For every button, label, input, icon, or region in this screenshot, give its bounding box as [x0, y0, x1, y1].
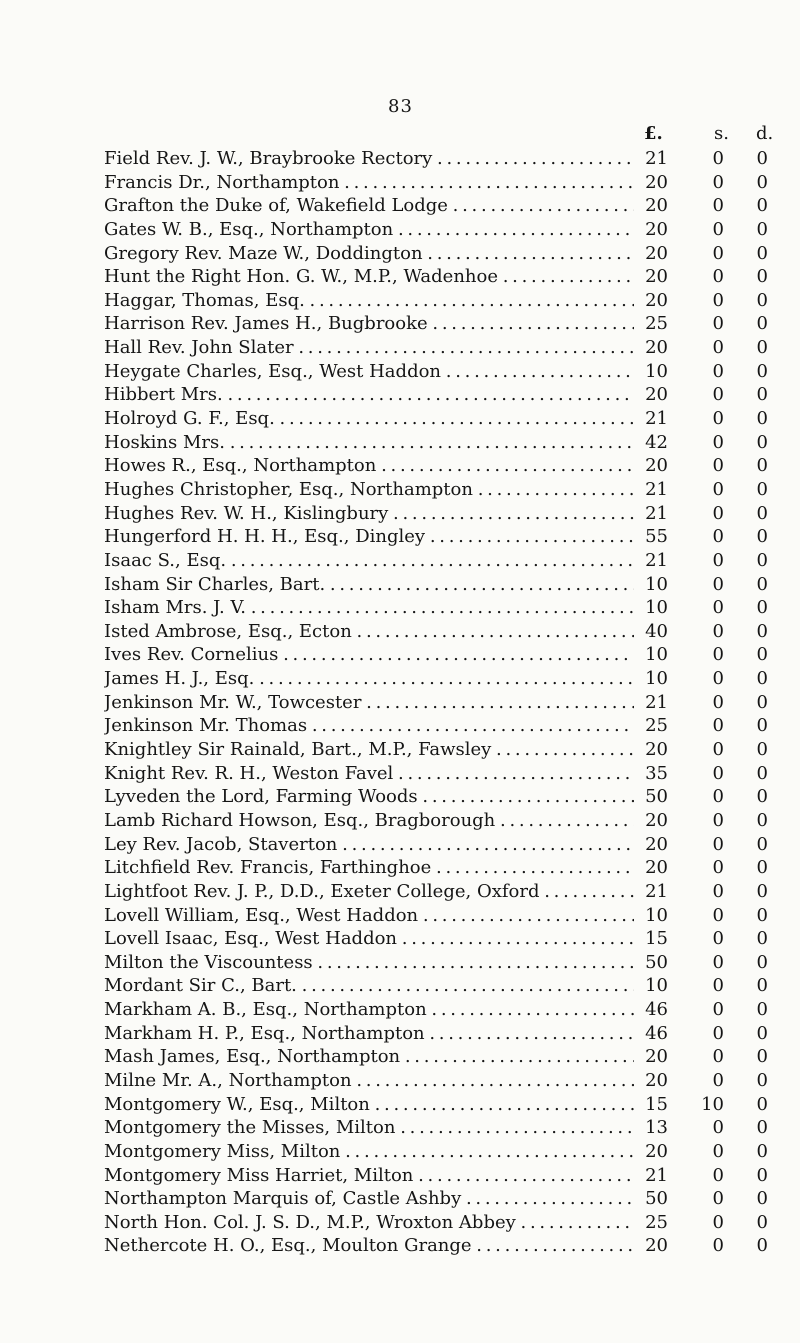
subscriber-name: Howes R., Esq., Northampton . . .: [104, 454, 634, 478]
amount-pounds: 25: [645, 313, 668, 335]
pounds-column-header: £.: [644, 123, 663, 144]
amount-pence: 0: [756, 360, 768, 382]
amount-shillings: 0: [712, 739, 724, 761]
amount-shillings: 0: [712, 1069, 724, 1091]
amount-pence: 0: [756, 171, 768, 193]
amount-pounds: 21: [645, 502, 668, 524]
amount-shillings: 0: [712, 715, 724, 737]
amount-shillings: 0: [712, 1164, 724, 1186]
subscriber-name: Hibbert Mrs. . . .: [104, 383, 634, 407]
list-item: [104, 431, 784, 455]
list-item: [104, 147, 784, 171]
subscriber-name: Hungerford H. H. H., Esq., Dingley . . .: [104, 525, 634, 549]
amount-pounds: 35: [645, 762, 668, 784]
amount-pence: 0: [756, 786, 768, 808]
amount-pence: 0: [756, 313, 768, 335]
amount-shillings: 0: [712, 857, 724, 879]
amount-shillings: 0: [712, 171, 724, 193]
amount-shillings: 0: [712, 1046, 724, 1068]
list-item: [104, 454, 784, 478]
amount-pounds: 21: [645, 1164, 668, 1186]
subscriber-name: Knight Rev. R. H., Weston Favel . . .: [104, 762, 634, 786]
subscriber-name: Isham Mrs. J. V. . . .: [104, 596, 634, 620]
list-item: [104, 1234, 784, 1258]
amount-shillings: 0: [712, 1235, 724, 1257]
list-item: [104, 856, 784, 880]
subscription-list: [104, 147, 784, 1258]
amount-shillings: 0: [712, 928, 724, 950]
amount-pounds: 13: [645, 1117, 668, 1139]
amount-pence: 0: [756, 289, 768, 311]
list-item: [104, 502, 784, 526]
amount-shillings: 0: [712, 999, 724, 1021]
subscriber-name: Hoskins Mrs. . . .: [104, 431, 634, 455]
subscriber-name: Lamb Richard Howson, Esq., Bragborough . . .: [104, 809, 634, 833]
amount-pounds: 20: [645, 289, 668, 311]
amount-pence: 0: [756, 242, 768, 264]
amount-pounds: 25: [645, 1211, 668, 1233]
amount-pounds: 50: [645, 1188, 668, 1210]
amount-pounds: 10: [645, 668, 668, 690]
amount-shillings: 0: [712, 1117, 724, 1139]
amount-shillings: 0: [712, 691, 724, 713]
amount-pounds: 25: [645, 715, 668, 737]
amount-shillings: 0: [712, 904, 724, 926]
subscriber-name: Nethercote H. O., Esq., Moulton Grange . . .: [104, 1234, 634, 1258]
list-item: [104, 1164, 784, 1188]
subscriber-name: Montgomery Miss, Milton . . .: [104, 1140, 634, 1164]
amount-pence: 0: [756, 1022, 768, 1044]
pence-column-header: d.: [756, 123, 774, 144]
amount-pounds: 20: [645, 739, 668, 761]
amount-shillings: 0: [712, 289, 724, 311]
list-item: [104, 525, 784, 549]
amount-pounds: 20: [645, 242, 668, 264]
amount-pence: 0: [756, 1164, 768, 1186]
amount-pence: 0: [756, 218, 768, 240]
amount-pounds: 50: [645, 786, 668, 808]
list-item: [104, 218, 784, 242]
list-item: [104, 1022, 784, 1046]
amount-pence: 0: [756, 691, 768, 713]
subscriber-name: Gates W. B., Esq., Northampton . . .: [104, 218, 634, 242]
amount-shillings: 0: [712, 880, 724, 902]
subscriber-name: Francis Dr., Northampton . . .: [104, 171, 634, 195]
list-item: [104, 951, 784, 975]
subscriber-name: Ley Rev. Jacob, Staverton . . .: [104, 833, 634, 857]
list-item: [104, 620, 784, 644]
amount-pounds: 10: [645, 360, 668, 382]
amount-pounds: 20: [645, 455, 668, 477]
subscriber-name: Northampton Marquis of, Castle Ashby . . .: [104, 1187, 634, 1211]
subscriber-name: Lightfoot Rev. J. P., D.D., Exeter College, Oxford . . .: [104, 880, 634, 904]
amount-pence: 0: [756, 408, 768, 430]
amount-pounds: 46: [645, 999, 668, 1021]
amount-shillings: 0: [712, 1022, 724, 1044]
list-item: [104, 691, 784, 715]
amount-pence: 0: [756, 384, 768, 406]
amount-pence: 0: [756, 1211, 768, 1233]
amount-pounds: 10: [645, 573, 668, 595]
subscriber-name: Hughes Rev. W. H., Kislingbury . . .: [104, 502, 634, 526]
amount-pence: 0: [756, 644, 768, 666]
amount-pence: 0: [756, 549, 768, 571]
amount-pence: 0: [756, 195, 768, 217]
list-item: [104, 667, 784, 691]
amount-pounds: 42: [645, 431, 668, 453]
amount-pounds: 10: [645, 597, 668, 619]
amount-shillings: 0: [712, 313, 724, 335]
amount-pence: 0: [756, 833, 768, 855]
amount-pounds: 20: [645, 1235, 668, 1257]
amount-pence: 0: [756, 975, 768, 997]
list-item: [104, 171, 784, 195]
list-item: [104, 880, 784, 904]
list-item: [104, 809, 784, 833]
amount-pounds: 20: [645, 833, 668, 855]
amount-shillings: 0: [712, 337, 724, 359]
amount-shillings: 0: [712, 597, 724, 619]
amount-pence: 0: [756, 1188, 768, 1210]
amount-pounds: 21: [645, 478, 668, 500]
amount-shillings: 0: [712, 242, 724, 264]
amount-shillings: 0: [712, 1188, 724, 1210]
list-item: [104, 904, 784, 928]
list-item: [104, 1211, 784, 1235]
subscriber-name: Isted Ambrose, Esq., Ecton . . .: [104, 620, 634, 644]
subscriber-name: Hughes Christopher, Esq., Northampton . . .: [104, 478, 634, 502]
amount-pence: 0: [756, 148, 768, 169]
subscriber-name: Knightley Sir Rainald, Bart., M.P., Fawsley . . .: [104, 738, 634, 762]
amount-pounds: 20: [645, 266, 668, 288]
amount-pence: 0: [756, 1069, 768, 1091]
amount-pounds: 46: [645, 1022, 668, 1044]
subscriber-name: Gregory Rev. Maze W., Doddington . . .: [104, 242, 634, 266]
amount-shillings: 0: [712, 1140, 724, 1162]
subscriber-name: Hunt the Right Hon. G. W., M.P., Wadenhoe . . .: [104, 265, 634, 289]
amount-pence: 0: [756, 715, 768, 737]
amount-pounds: 20: [645, 857, 668, 879]
amount-pence: 0: [756, 809, 768, 831]
amount-shillings: 0: [712, 384, 724, 406]
amount-pence: 0: [756, 597, 768, 619]
subscriber-name: Grafton the Duke of, Wakefield Lodge . . .: [104, 194, 634, 218]
list-item: [104, 1045, 784, 1069]
amount-shillings: 0: [712, 218, 724, 240]
list-item: [104, 762, 784, 786]
amount-pence: 0: [756, 928, 768, 950]
list-item: [104, 360, 784, 384]
amount-pence: 0: [756, 668, 768, 690]
subscriber-name: Lovell Isaac, Esq., West Haddon . . .: [104, 927, 634, 951]
list-item: [104, 478, 784, 502]
amount-shillings: 0: [712, 573, 724, 595]
amount-pence: 0: [756, 857, 768, 879]
page-number: 83: [388, 96, 413, 117]
amount-pounds: 15: [645, 928, 668, 950]
list-item: [104, 785, 784, 809]
list-item: [104, 1069, 784, 1093]
amount-shillings: 0: [712, 360, 724, 382]
amount-pence: 0: [756, 904, 768, 926]
subscriber-name: James H. J., Esq. . . .: [104, 667, 634, 691]
subscriber-name: Milton the Viscountess . . .: [104, 951, 634, 975]
list-item: [104, 1140, 784, 1164]
subscriber-name: Montgomery W., Esq., Milton . . .: [104, 1093, 634, 1117]
amount-shillings: 0: [712, 1211, 724, 1233]
subscriber-name: North Hon. Col. J. S. D., M.P., Wroxton Abbey . . .: [104, 1211, 634, 1235]
amount-pounds: 20: [645, 1046, 668, 1068]
amount-shillings: 0: [712, 266, 724, 288]
amount-shillings: 0: [712, 408, 724, 430]
list-item: [104, 549, 784, 573]
subscriber-name: Montgomery the Misses, Milton . . .: [104, 1116, 634, 1140]
subscriber-name: Haggar, Thomas, Esq. . . .: [104, 289, 634, 313]
subscriber-name: Lyveden the Lord, Farming Woods . . .: [104, 785, 634, 809]
subscriber-name: Hall Rev. John Slater . . .: [104, 336, 634, 360]
amount-pounds: 10: [645, 975, 668, 997]
amount-pounds: 20: [645, 171, 668, 193]
amount-pence: 0: [756, 337, 768, 359]
subscriber-name: Mordant Sir C., Bart. . . .: [104, 974, 634, 998]
list-item: [104, 998, 784, 1022]
subscriber-name: Heygate Charles, Esq., West Haddon . . .: [104, 360, 634, 384]
subscriber-name: Mash James, Esq., Northampton . . .: [104, 1045, 634, 1069]
amount-pounds: 21: [645, 880, 668, 902]
subscriber-name: Montgomery Miss Harriet, Milton . . .: [104, 1164, 634, 1188]
subscriber-name: Field Rev. J. W., Braybrooke Rectory . . .: [104, 147, 634, 171]
list-item: [104, 289, 784, 313]
list-item: [104, 833, 784, 857]
list-item: [104, 242, 784, 266]
amount-pounds: 50: [645, 951, 668, 973]
subscriber-name: Lovell William, Esq., West Haddon . . .: [104, 904, 634, 928]
subscriber-name: Markham H. P., Esq., Northampton . . .: [104, 1022, 634, 1046]
amount-pence: 0: [756, 880, 768, 902]
amount-shillings: 0: [712, 951, 724, 973]
amount-pounds: 21: [645, 408, 668, 430]
subscriber-name: Holroyd G. F., Esq. . . .: [104, 407, 634, 431]
amount-pounds: 10: [645, 644, 668, 666]
subscriber-name: Isaac S., Esq. . . .: [104, 549, 634, 573]
amount-shillings: 0: [712, 668, 724, 690]
subscriber-name: Milne Mr. A., Northampton . . .: [104, 1069, 634, 1093]
amount-shillings: 0: [712, 148, 724, 169]
list-item: [104, 383, 784, 407]
amount-shillings: 0: [712, 502, 724, 524]
amount-pence: 0: [756, 999, 768, 1021]
amount-pounds: 21: [645, 691, 668, 713]
amount-shillings: 0: [712, 809, 724, 831]
amount-pence: 0: [756, 1140, 768, 1162]
amount-shillings: 0: [712, 620, 724, 642]
amount-pounds: 20: [645, 218, 668, 240]
list-item: [104, 312, 784, 336]
amount-pounds: 20: [645, 1140, 668, 1162]
amount-pence: 0: [756, 455, 768, 477]
amount-shillings: 0: [712, 644, 724, 666]
amount-pounds: 10: [645, 904, 668, 926]
amount-shillings: 0: [712, 478, 724, 500]
amount-shillings: 0: [712, 549, 724, 571]
list-item: [104, 407, 784, 431]
subscriber-name: Litchfield Rev. Francis, Farthinghoe . . .: [104, 856, 634, 880]
subscriber-name: Ives Rev. Cornelius . . .: [104, 643, 634, 667]
subscriber-name: Jenkinson Mr. Thomas . . .: [104, 714, 634, 738]
amount-shillings: 0: [712, 455, 724, 477]
list-item: [104, 974, 784, 998]
amount-pence: 0: [756, 526, 768, 548]
amount-shillings: 0: [712, 975, 724, 997]
list-item: [104, 194, 784, 218]
amount-pence: 0: [756, 1117, 768, 1139]
amount-pounds: 20: [645, 195, 668, 217]
list-item: [104, 714, 784, 738]
list-item: [104, 1187, 784, 1211]
amount-pence: 0: [756, 573, 768, 595]
list-item: [104, 1116, 784, 1140]
amount-shillings: 0: [712, 786, 724, 808]
amount-pounds: 20: [645, 384, 668, 406]
amount-pence: 0: [756, 431, 768, 453]
list-item: [104, 596, 784, 620]
list-item: [104, 738, 784, 762]
amount-shillings: 0: [712, 762, 724, 784]
amount-pounds: 20: [645, 337, 668, 359]
amount-pence: 0: [756, 620, 768, 642]
shillings-column-header: s.: [714, 123, 729, 144]
amount-pounds: 40: [645, 620, 668, 642]
amount-pounds: 21: [645, 148, 668, 169]
amount-pence: 0: [756, 1093, 768, 1115]
list-item: [104, 336, 784, 360]
subscriber-name: Harrison Rev. James H., Bugbrooke . . .: [104, 312, 634, 336]
amount-pence: 0: [756, 762, 768, 784]
amount-pounds: 21: [645, 549, 668, 571]
amount-pence: 0: [756, 951, 768, 973]
amount-pounds: 55: [645, 526, 668, 548]
subscriber-name: Jenkinson Mr. W., Towcester . . .: [104, 691, 634, 715]
list-item: [104, 927, 784, 951]
list-item: [104, 573, 784, 597]
amount-pence: 0: [756, 1046, 768, 1068]
amount-pence: 0: [756, 739, 768, 761]
amount-pence: 0: [756, 266, 768, 288]
amount-pence: 0: [756, 502, 768, 524]
amount-pence: 0: [756, 1235, 768, 1257]
amount-pounds: 15: [645, 1093, 668, 1115]
subscriber-name: Isham Sir Charles, Bart. . . .: [104, 573, 634, 597]
subscriber-name: Markham A. B., Esq., Northampton . . .: [104, 998, 634, 1022]
list-item: [104, 643, 784, 667]
amount-shillings: 0: [712, 833, 724, 855]
list-item: [104, 1093, 784, 1117]
amount-shillings: 0: [712, 526, 724, 548]
amount-shillings: 0: [712, 431, 724, 453]
amount-shillings: 10: [701, 1093, 724, 1115]
amount-pence: 0: [756, 478, 768, 500]
amount-pounds: 20: [645, 809, 668, 831]
amount-shillings: 0: [712, 195, 724, 217]
list-item: [104, 265, 784, 289]
amount-pounds: 20: [645, 1069, 668, 1091]
